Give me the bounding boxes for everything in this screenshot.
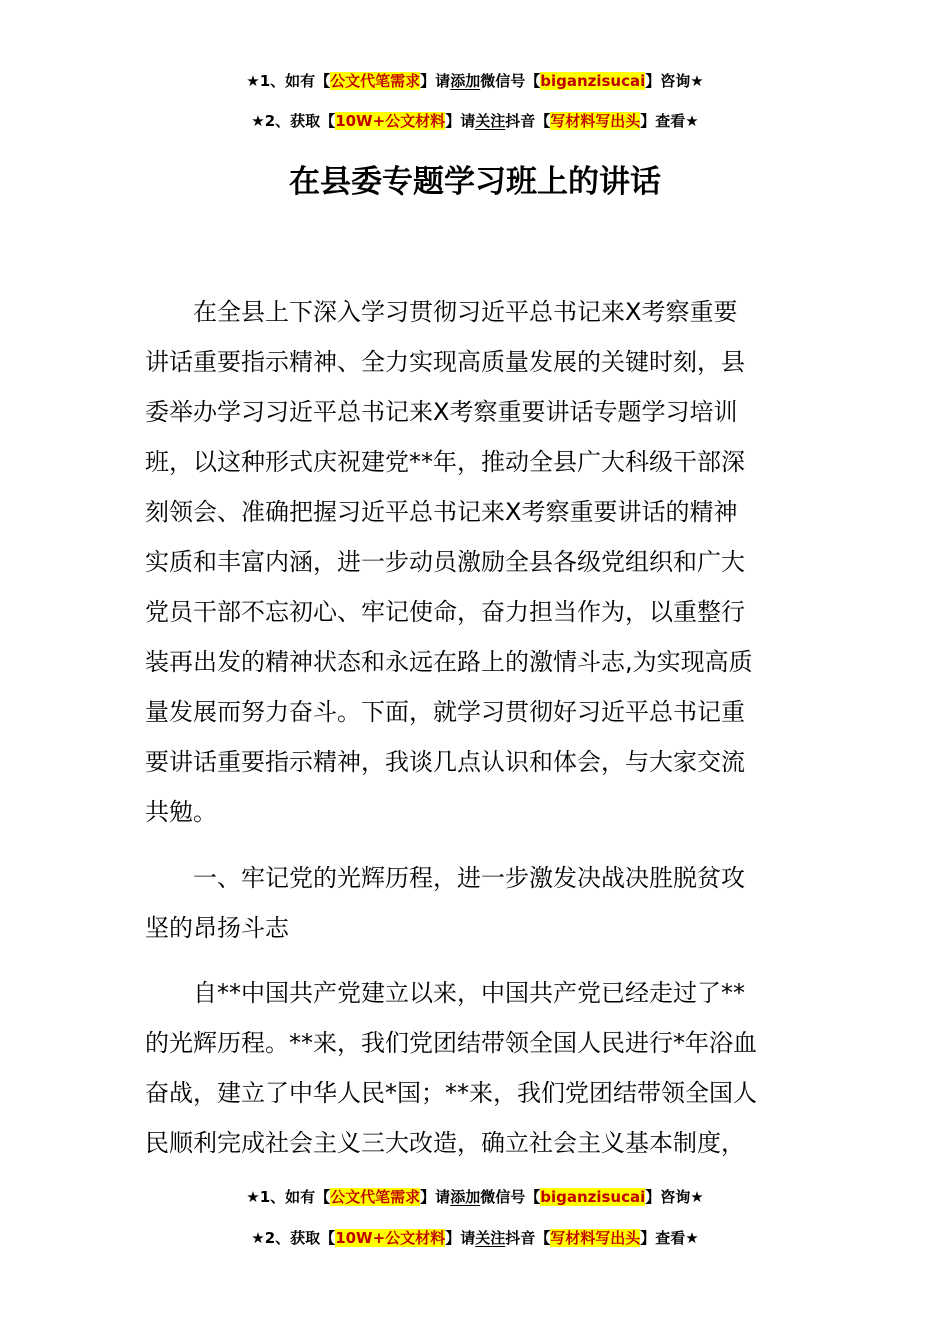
banner-highlight: 公文代笔需求 bbox=[330, 72, 421, 90]
text-line: 奋战，建立了中华人民*国；**来，我们党团结带领全国人 bbox=[145, 1079, 757, 1107]
banner-text: 】查看★ bbox=[640, 1229, 699, 1247]
banner-highlight: biganzisucai bbox=[540, 72, 646, 90]
footer-banner-line-2 bbox=[0, 1228, 950, 1248]
banner-text: 】请 bbox=[420, 72, 451, 90]
header-banner-line-1 bbox=[0, 71, 950, 91]
text-line: 量发展而努力奋斗。下面，就学习贯彻好习近平总书记重 bbox=[145, 698, 745, 726]
text-line: 委举办学习习近平总书记来X考察重要讲话专题学习培训 bbox=[145, 398, 738, 426]
banner-highlight: biganzisucai bbox=[540, 1188, 646, 1206]
banner-highlight: 10W+公文材料 bbox=[335, 112, 446, 130]
text-line: 实质和丰富内涵，进一步动员激励全县各级党组织和广大 bbox=[145, 548, 745, 576]
banner-highlight: 写材料写出头 bbox=[550, 112, 641, 130]
text-line: 在全县上下深入学习贯彻习近平总书记来X考察重要 bbox=[193, 298, 738, 326]
banner-text: 】请 bbox=[420, 1188, 451, 1206]
section-heading-1 bbox=[145, 853, 807, 953]
banner-underline: 关注 bbox=[475, 112, 506, 130]
footer-banner-line-1 bbox=[0, 1187, 950, 1207]
banner-text: ★2、获取【 bbox=[251, 1229, 336, 1247]
paragraph-history bbox=[145, 968, 807, 1168]
banner-text: 】请 bbox=[445, 1229, 476, 1247]
heading-line: 一、牢记党的光辉历程，进一步激发决战决胜脱贫攻 bbox=[193, 864, 745, 892]
banner-text: ★1、如有【 bbox=[246, 1188, 331, 1206]
banner-text: 】请 bbox=[445, 112, 476, 130]
banner-text: 抖音【 bbox=[505, 112, 551, 130]
banner-text: 微信号【 bbox=[480, 1188, 541, 1206]
document-title: 在县委专题学习班上的讲话 bbox=[289, 164, 661, 200]
banner-highlight: 10W+公文材料 bbox=[335, 1229, 446, 1247]
banner-highlight: 公文代笔需求 bbox=[330, 1188, 421, 1206]
banner-text: 】查看★ bbox=[640, 112, 699, 130]
banner-text: ★1、如有【 bbox=[246, 72, 331, 90]
banner-highlight: 写材料写出头 bbox=[550, 1229, 641, 1247]
header-banner-line-2 bbox=[0, 111, 950, 131]
banner-text: 抖音【 bbox=[505, 1229, 551, 1247]
banner-text: 微信号【 bbox=[480, 72, 541, 90]
text-line: 自**中国共产党建立以来，中国共产党已经走过了** bbox=[193, 979, 745, 1007]
text-line: 要讲话重要指示精神，我谈几点认识和体会，与大家交流 bbox=[145, 748, 745, 776]
banner-text: 】咨询★ bbox=[645, 72, 704, 90]
text-line: 的光辉历程。**来，我们党团结带领全国人民进行*年浴血 bbox=[145, 1029, 757, 1057]
banner-text: ★2、获取【 bbox=[251, 112, 336, 130]
banner-underline: 添加 bbox=[450, 1188, 481, 1206]
heading-line: 坚的昂扬斗志 bbox=[145, 914, 289, 942]
banner-text: 】咨询★ bbox=[645, 1188, 704, 1206]
text-line: 装再出发的精神状态和永远在路上的激情斗志,为实现高质 bbox=[145, 648, 753, 676]
text-line: 刻领会、准确把握习近平总书记来X考察重要讲话的精神 bbox=[145, 498, 738, 526]
text-line: 党员干部不忘初心、牢记使命，奋力担当作为，以重整行 bbox=[145, 598, 745, 626]
text-line: 讲话重要指示精神、全力实现高质量发展的关键时刻，县 bbox=[145, 348, 745, 376]
text-line: 班，以这种形式庆祝建党**年，推动全县广大科级干部深 bbox=[145, 448, 745, 476]
banner-underline: 添加 bbox=[450, 72, 481, 90]
paragraph-intro bbox=[145, 287, 807, 837]
text-line: 共勉。 bbox=[145, 798, 217, 826]
banner-underline: 关注 bbox=[475, 1229, 506, 1247]
text-line: 民顺利完成社会主义三大改造，确立社会主义基本制度， bbox=[145, 1129, 745, 1157]
